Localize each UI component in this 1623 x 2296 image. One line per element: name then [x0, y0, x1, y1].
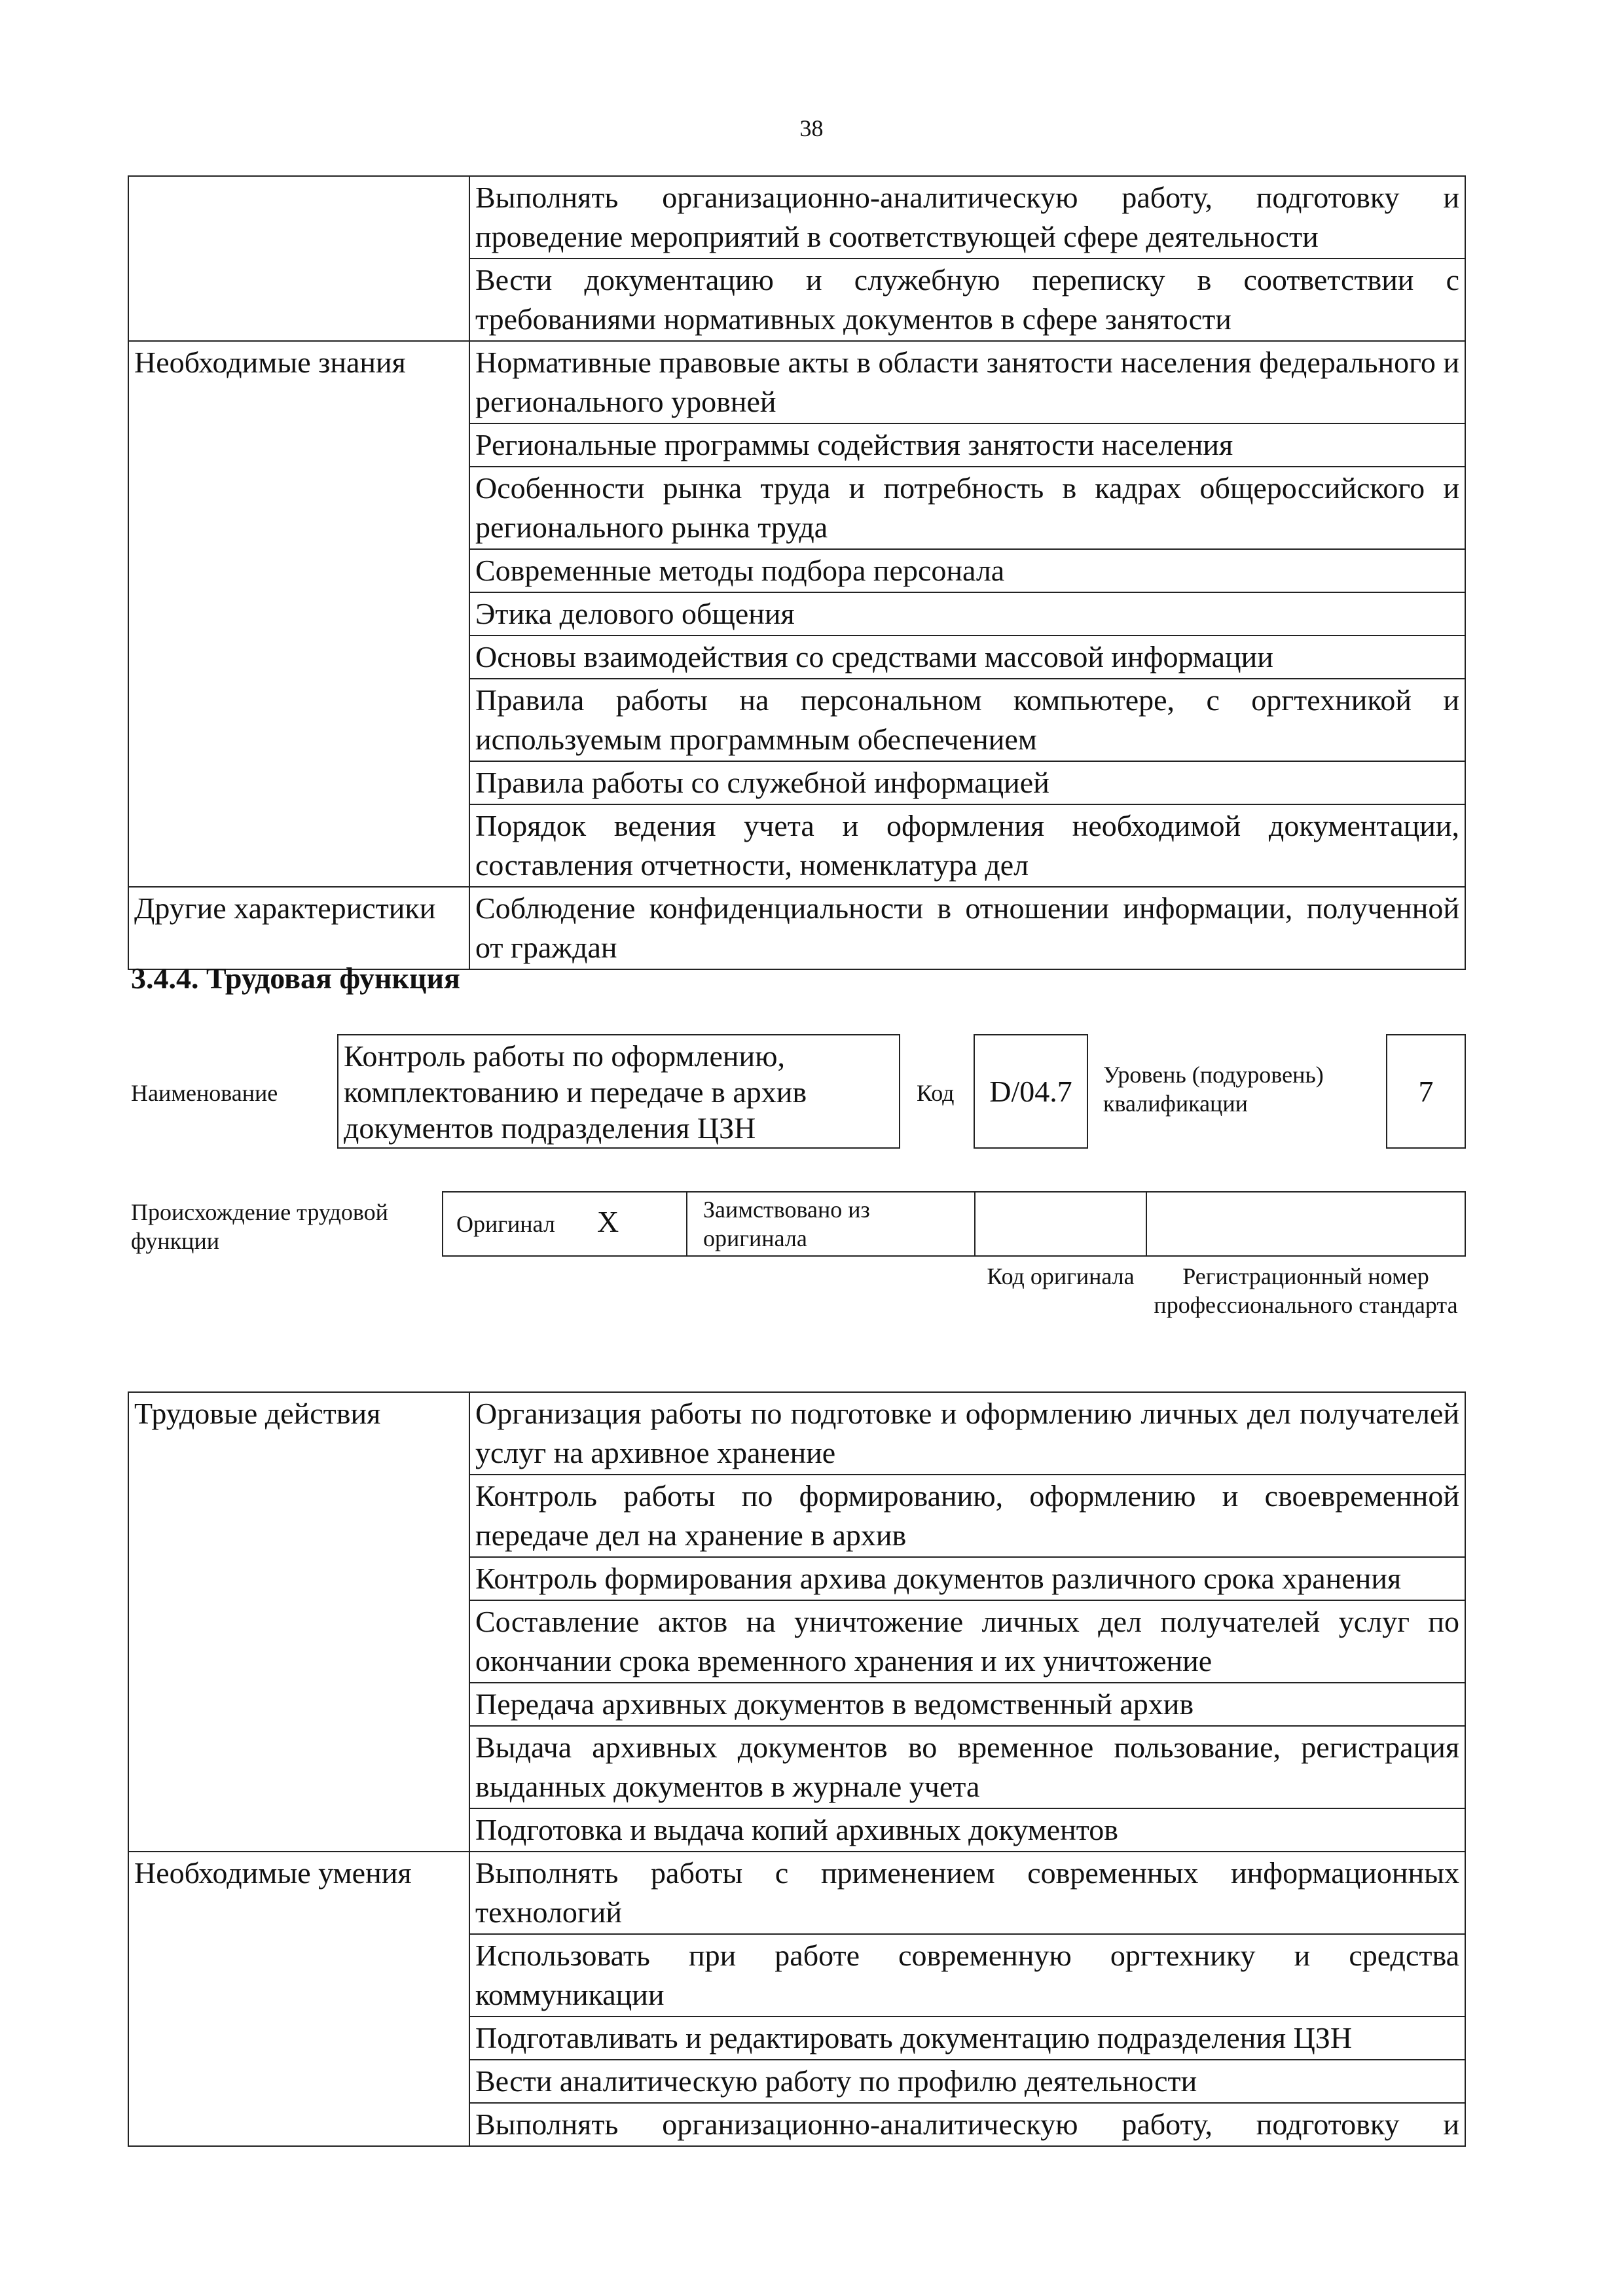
row-text: Особенности рынка труда и потребность в кадрах общероссийского и регионального рынка труда [469, 467, 1465, 549]
original-label: Оригинал [456, 1211, 555, 1237]
row-label-skills: Необходимые умения [128, 1852, 469, 2146]
actions-skills-table [128, 1391, 1466, 2147]
row-text: Порядок ведения учета и оформления необходимой документации, составления отчетности, номенклатура дел [469, 804, 1465, 887]
function-name-box: Контроль работы по оформлению, комплектованию и передаче в архив документов подразделения ЦЗН [337, 1034, 900, 1149]
row-label-actions: Трудовые действия [128, 1392, 469, 1852]
table-row [128, 887, 1465, 969]
page-number: 38 [799, 115, 824, 141]
table-row [128, 1852, 1465, 1934]
row-text: Правила работы со служебной информацией [469, 761, 1465, 804]
skills-knowledge-table [128, 175, 1466, 970]
row-text: Организация работы по подготовке и оформлению личных дел получателей услуг на архивное хранение [469, 1392, 1465, 1475]
origin-label: Происхождение трудовой функции [131, 1199, 388, 1254]
table-row [128, 341, 1465, 423]
row-text: Региональные программы содействия занятости населения [469, 423, 1465, 467]
table-row [128, 1392, 1465, 1475]
row-label [128, 176, 469, 341]
name-label: Наименование [131, 1080, 278, 1106]
row-text: Нормативные правовые акты в области занятости населения федерального и регионального уровней [469, 341, 1465, 423]
level-value-box: 7 [1386, 1034, 1466, 1149]
row-text: Вести документацию и служебную переписку в соответствии с требованиями нормативных документов в сфере занятости [469, 259, 1465, 341]
original-mark: X [597, 1205, 619, 1238]
row-text: Современные методы подбора персонала [469, 549, 1465, 592]
original-cell [442, 1191, 687, 1257]
code-original-caption: Код оригинала [987, 1263, 1135, 1289]
original-code-cell [974, 1191, 1147, 1257]
reg-number-cell [1146, 1191, 1466, 1257]
row-text: Использовать при работе современную оргтехнику и средства коммуникации [469, 1934, 1465, 2017]
reg-number-caption: Регистрационный номер профессионального стандарта [1154, 1263, 1458, 1318]
row-text: Контроль работы по формированию, оформлению и своевременной передаче дел на хранение в архив [469, 1475, 1465, 1557]
code-label: Код [917, 1080, 955, 1106]
row-text: Соблюдение конфиденциальности в отношении информации, полученной от граждан [469, 887, 1465, 969]
row-text: Основы взаимодействия со средствами массовой информации [469, 636, 1465, 679]
row-text: Выполнять организационно-аналитическую работу, подготовку и [469, 2103, 1465, 2146]
row-text: Выполнять работы с применением современных информационных технологий [469, 1852, 1465, 1934]
row-label-knowledge: Необходимые знания [128, 341, 469, 887]
level-label: Уровень (подуровень) квалификации [1103, 1062, 1324, 1117]
row-text: Выдача архивных документов во временное пользование, регистрация выданных документов в журнале учета [469, 1726, 1465, 1808]
row-text: Выполнять организационно-аналитическую работу, подготовку и проведение мероприятий в соответствующей сфере деятельности [469, 176, 1465, 259]
row-text: Подготавливать и редактировать документацию подразделения ЦЗН [469, 2017, 1465, 2060]
section-heading: 3.4.4. Трудовая функция [131, 961, 460, 995]
row-label-other: Другие характеристики [128, 887, 469, 969]
table-row [128, 176, 1465, 259]
row-text: Контроль формирования архива документов различного срока хранения [469, 1557, 1465, 1600]
row-text: Правила работы на персональном компьютере, с оргтехникой и используемым программным обеспечением [469, 679, 1465, 761]
row-text: Вести аналитическую работу по профилю деятельности [469, 2060, 1465, 2103]
row-text: Этика делового общения [469, 592, 1465, 636]
row-text: Подготовка и выдача копий архивных документов [469, 1808, 1465, 1852]
code-value-box: D/04.7 [974, 1034, 1088, 1149]
row-text: Составление актов на уничтожение личных дел получателей услуг по окончании срока временного хранения и их уничтожение [469, 1600, 1465, 1683]
borrowed-cell: Заимствовано из оригинала [686, 1191, 976, 1257]
row-text: Передача архивных документов в ведомственный архив [469, 1683, 1465, 1726]
